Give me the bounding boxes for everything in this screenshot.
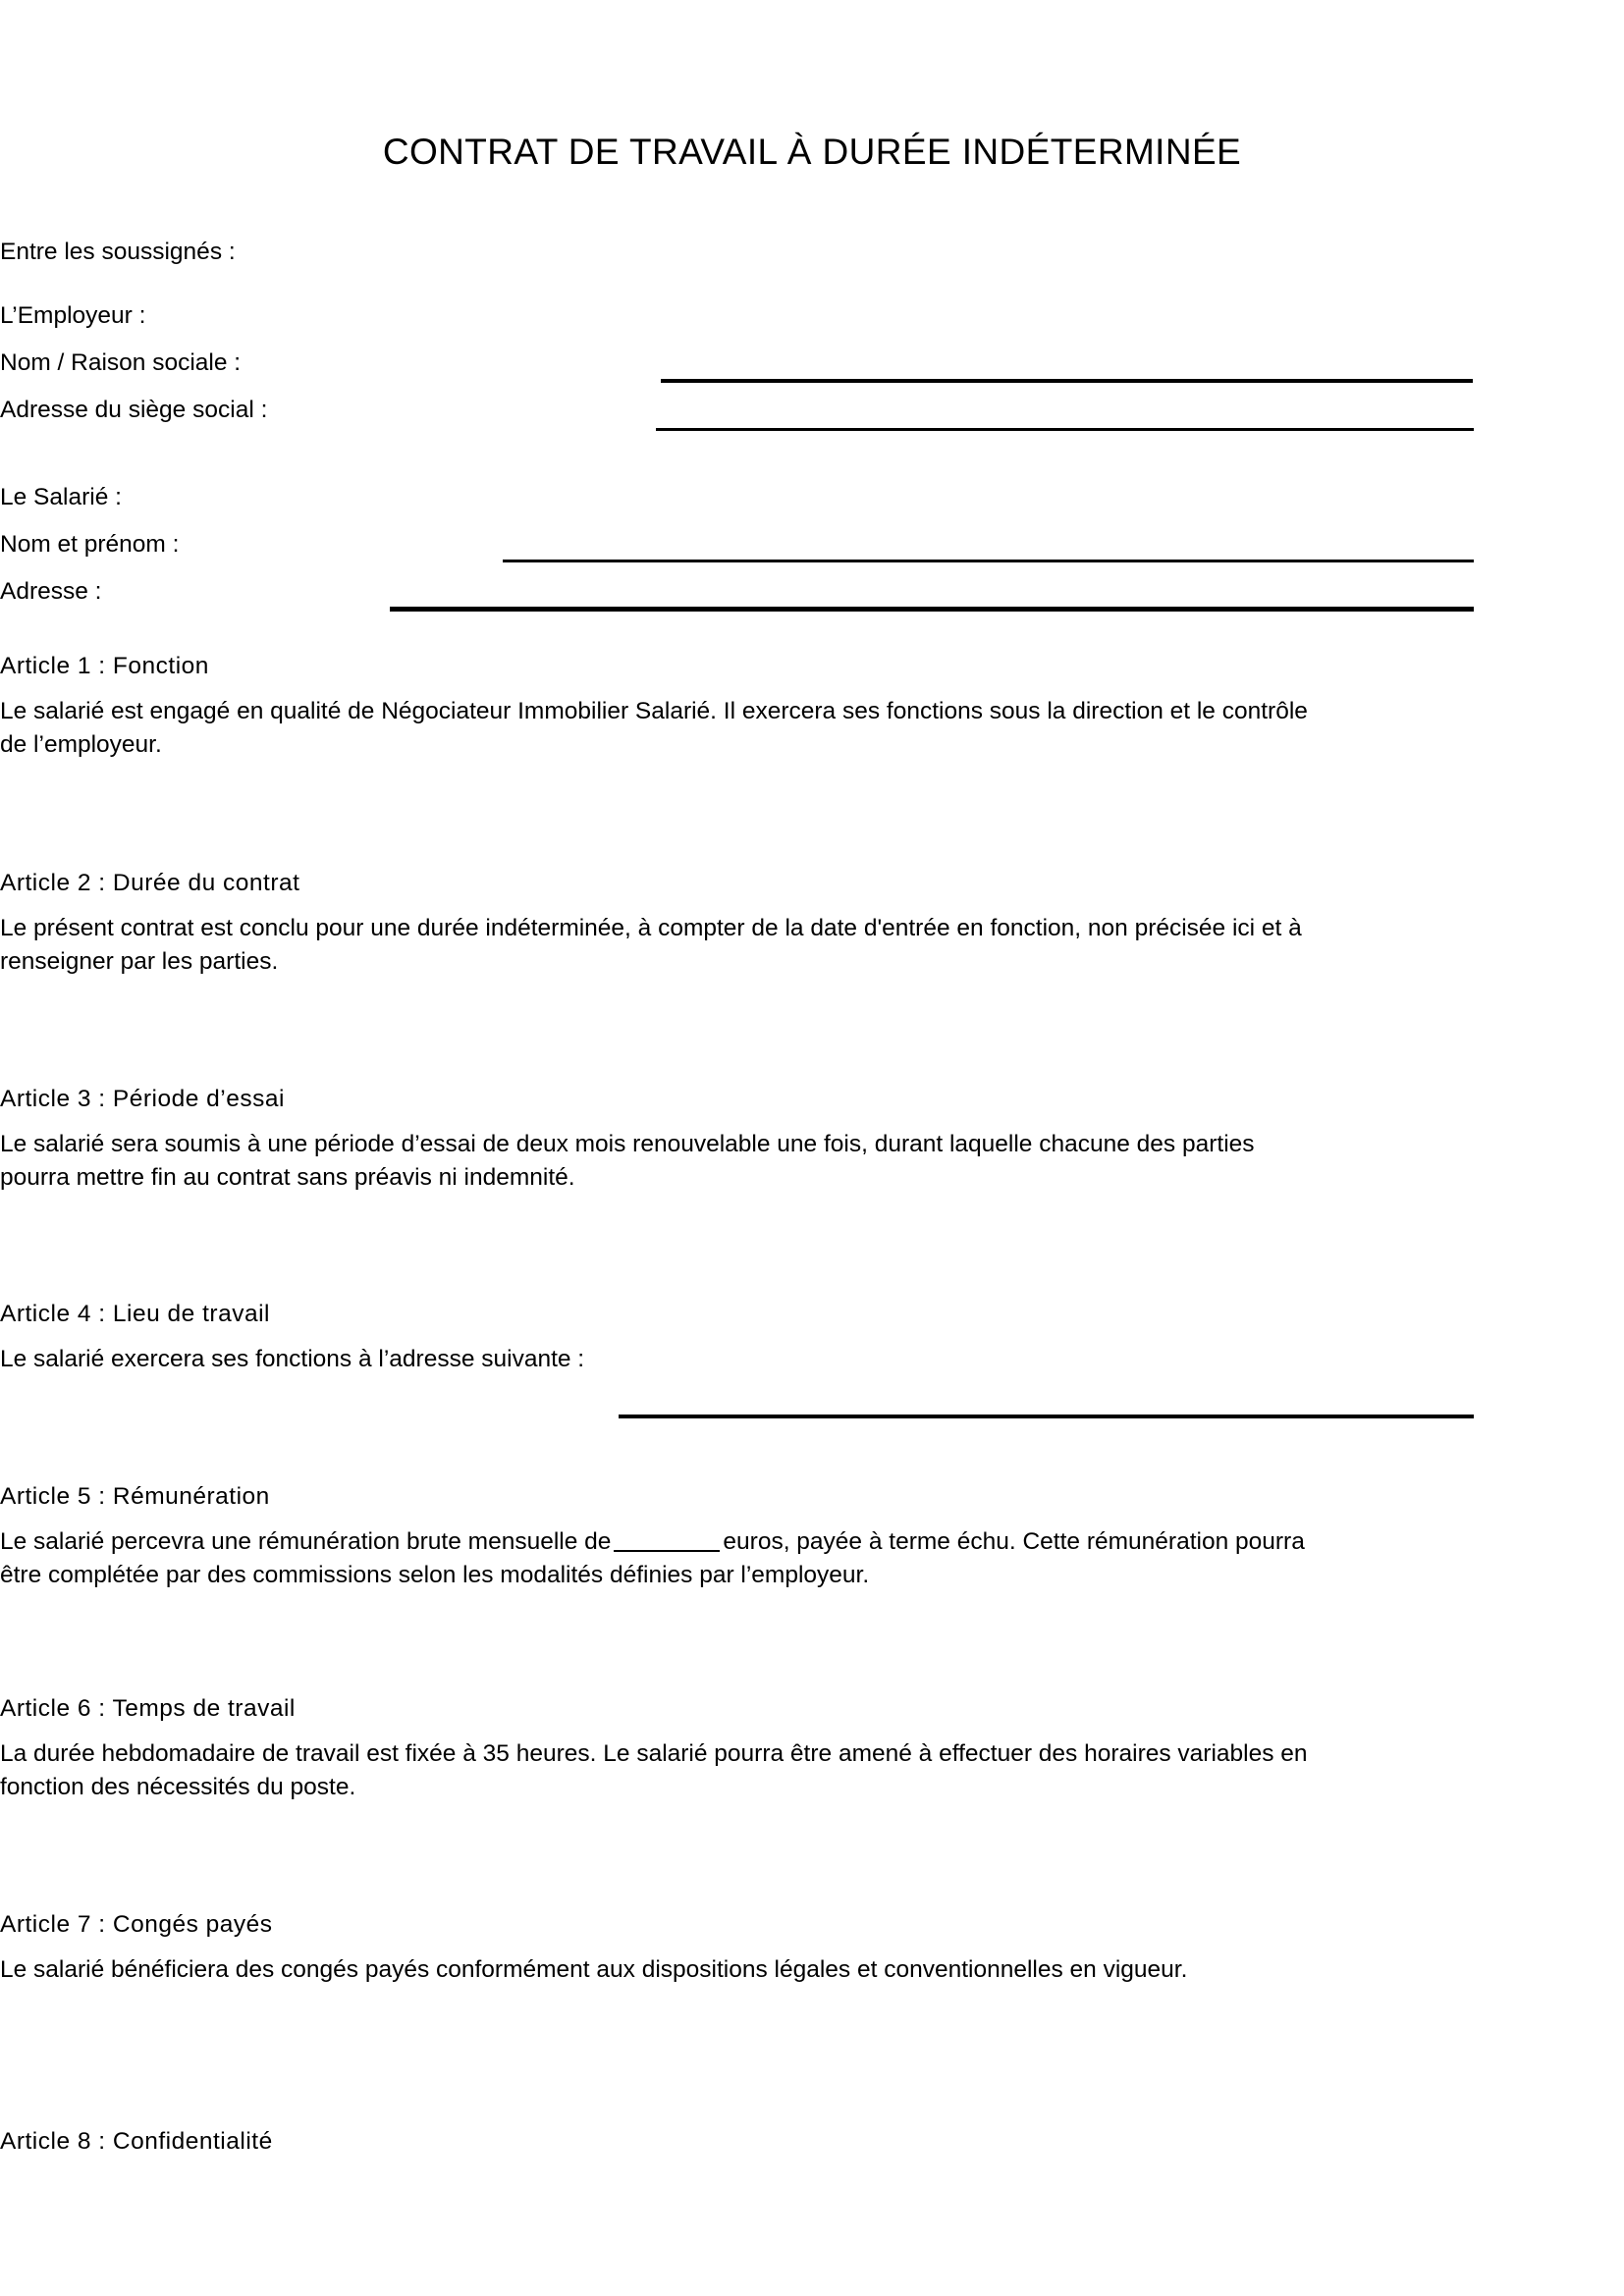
employee-name-label: Nom et prénom :	[0, 531, 180, 558]
article-8-heading: Article 8 : Confidentialité	[0, 2128, 273, 2155]
article-4-heading: Article 4 : Lieu de travail	[0, 1301, 270, 1327]
employer-heading: L’Employeur :	[0, 302, 146, 329]
employer-address-label: Adresse du siège social :	[0, 397, 268, 423]
employee-address-fill-rule[interactable]	[390, 607, 1474, 612]
article-3-heading: Article 3 : Période d’essai	[0, 1086, 285, 1112]
article-1-body: Le salarié est engagé en qualité de Négociateur Immobilier Salarié. Il exercera ses fonctions sous la direction et le contrôle de l’employeur.	[0, 698, 1308, 758]
article-2-body: Le présent contrat est conclu pour une durée indéterminée, à compter de la date d'entrée en fonction, non précisée ici et à renseigner par les parties.	[0, 915, 1302, 975]
article-4-address-fill-rule[interactable]	[619, 1415, 1474, 1418]
employer-address-fill-rule[interactable]	[656, 428, 1474, 431]
article-2-heading: Article 2 : Durée du contrat	[0, 870, 300, 896]
article-6-heading: Article 6 : Temps de travail	[0, 1695, 296, 1722]
article-5-body	[0, 1525, 1326, 1592]
intro-line: Entre les soussignés :	[0, 239, 236, 265]
employer-name-label: Nom / Raison sociale :	[0, 349, 242, 376]
page-title: CONTRAT DE TRAVAIL À DURÉE INDÉTERMINÉE	[382, 131, 1242, 172]
article-1-heading: Article 1 : Fonction	[0, 653, 209, 679]
article-7-heading: Article 7 : Congés payés	[0, 1911, 273, 1938]
employer-name-fill-rule[interactable]	[661, 379, 1473, 383]
employee-heading: Le Salarié :	[0, 484, 122, 510]
article-5-body-after-blank: euros, payée à terme échu. Cette rémunération pourra être complétée par des commissions selon les modalités définies par l’employeur.	[0, 1528, 1305, 1588]
article-4-body: Le salarié exercera ses fonctions à l’adresse suivante :	[0, 1346, 585, 1372]
article-6-body: La durée hebdomadaire de travail est fixée à 35 heures. Le salarié pourra être amené à effectuer des horaires variables en fonction des nécessités du poste.	[0, 1740, 1308, 1800]
article-7-body: Le salarié bénéficiera des congés payés conformément aux dispositions légales et conventionnelles en vigueur.	[0, 1956, 1188, 1983]
article-3-body: Le salarié sera soumis à une période d’essai de deux mois renouvelable une fois, durant laquelle chacune des parties pourra mettre fin au contrat sans préavis ni indemnité.	[0, 1131, 1255, 1191]
employee-address-label: Adresse :	[0, 578, 102, 605]
article-5-body-before-blank: Le salarié percevra une rémunération brute mensuelle de	[0, 1528, 612, 1555]
article-5-heading: Article 5 : Rémunération	[0, 1483, 270, 1510]
employee-name-fill-rule[interactable]	[503, 560, 1474, 562]
salary-amount-blank[interactable]	[614, 1550, 720, 1552]
